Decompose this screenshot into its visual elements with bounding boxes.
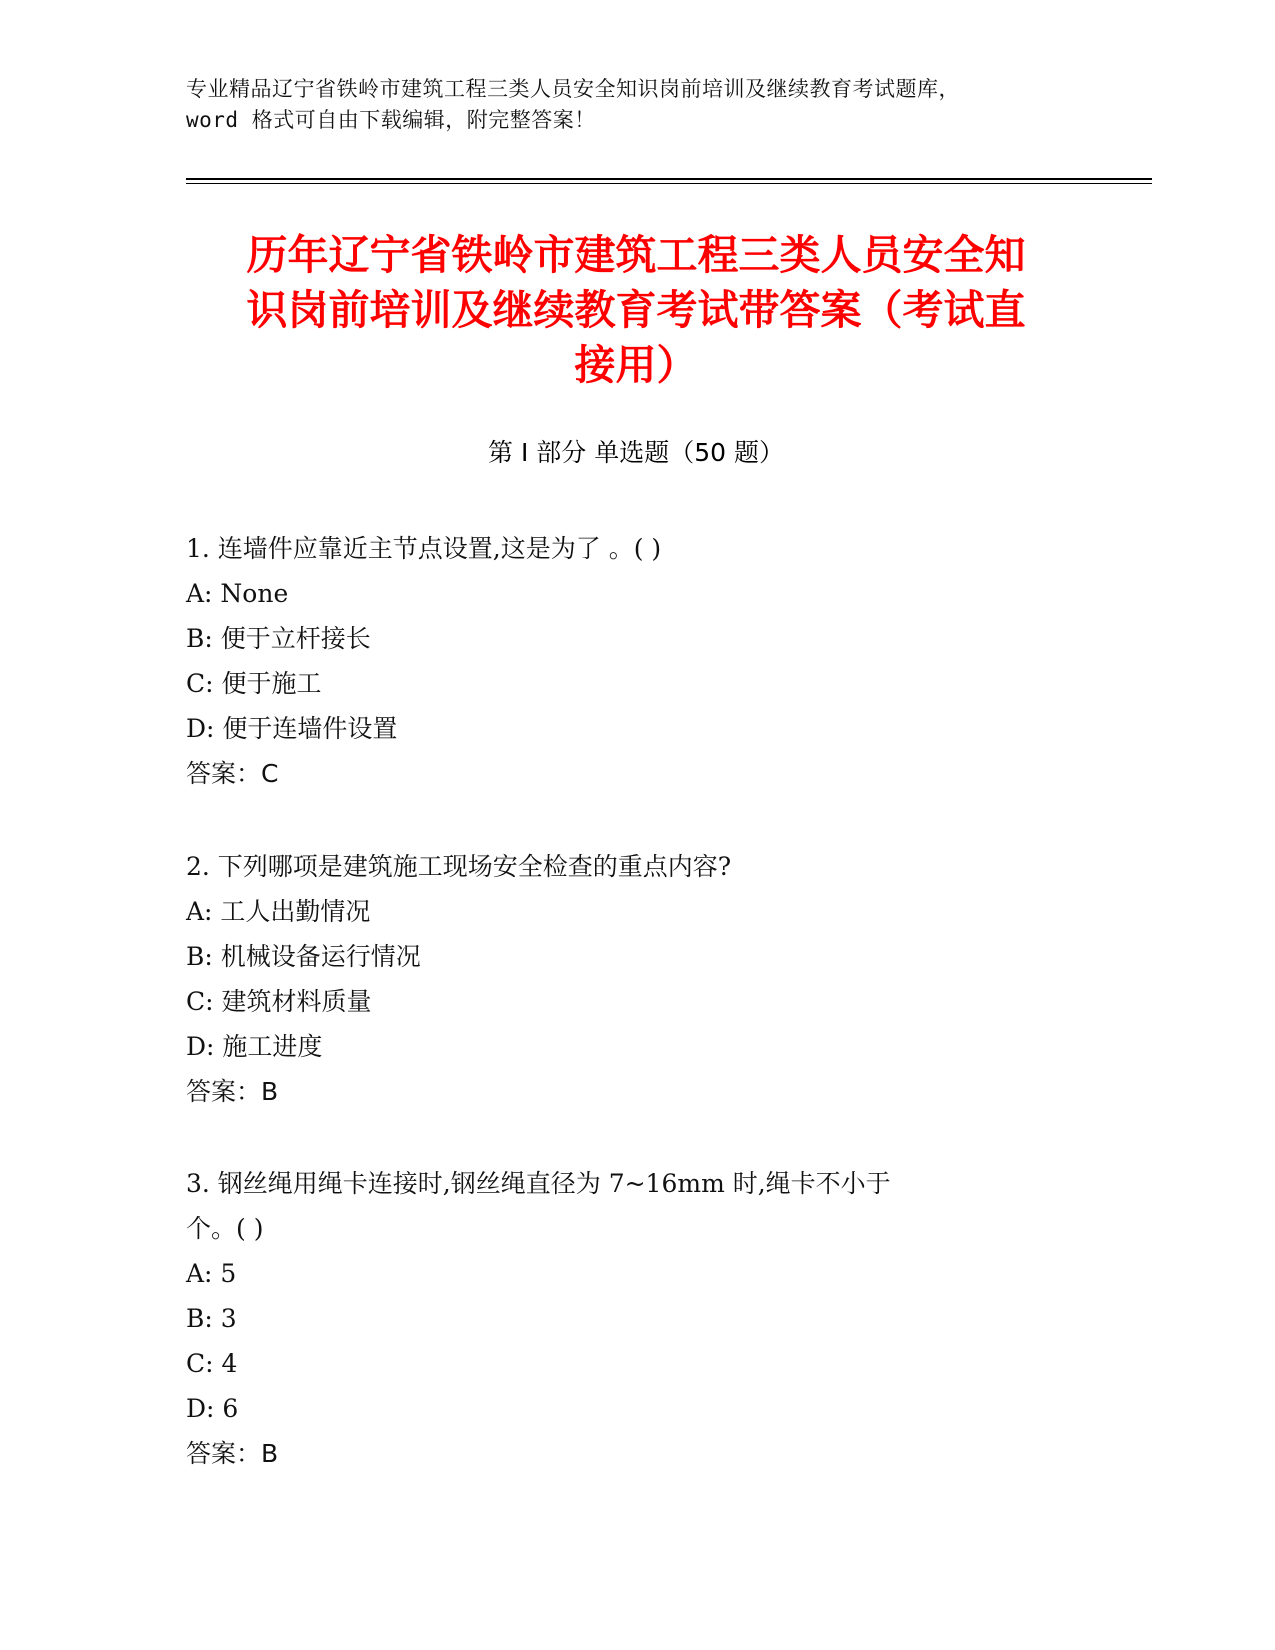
option-c: C: 便于施工 [186,669,322,698]
option-c: C: 4 [186,1349,238,1378]
option-d: D: 6 [186,1394,239,1423]
option-b: B: 便于立杆接长 [186,624,371,653]
header-note-line-2: word 格式可自由下载编辑，附完整答案！ [186,108,596,132]
header-note [186,74,1086,136]
answer: 答案：B [186,1077,279,1106]
question-1 [186,526,1086,796]
document-title [186,228,1086,393]
option-a: A: None [186,579,289,608]
question-2 [186,844,1086,1114]
answer: 答案：B [186,1439,279,1468]
question-stem: 3. 钢丝绳用绳卡连接时,钢丝绳直径为 7~16mm 时,绳卡不小于 [186,1169,891,1198]
question-stem: 1. 连墙件应靠近主节点设置,这是为了 。( ) [186,534,662,563]
option-d: D: 施工进度 [186,1032,323,1061]
document-title-line-1: 历年辽宁省铁岭市建筑工程三类人员安全知 [246,231,1026,279]
section-title: 第 I 部分 单选题（50 题） [488,438,784,467]
question-stem: 2. 下列哪项是建筑施工现场安全检查的重点内容? [186,852,732,881]
header-note-line-1: 专业精品辽宁省铁岭市建筑工程三类人员安全知识岗前培训及继续教育考试题库， [186,77,960,101]
question-3 [186,1161,1086,1476]
option-b: B: 机械设备运行情况 [186,942,421,971]
header-divider-thin [186,183,1152,184]
document-title-line-2: 识岗前培训及继续教育考试带答案（考试直 [246,286,1026,334]
option-a: A: 工人出勤情况 [186,897,371,926]
header-divider-thick [186,178,1152,180]
option-a: A: 5 [186,1259,237,1288]
answer: 答案：C [186,759,279,788]
question-stem-continued: 个。( ) [186,1214,264,1243]
option-c: C: 建筑材料质量 [186,987,372,1016]
option-d: D: 便于连墙件设置 [186,714,398,743]
option-b: B: 3 [186,1304,237,1333]
document-title-line-3: 接用） [574,341,698,389]
